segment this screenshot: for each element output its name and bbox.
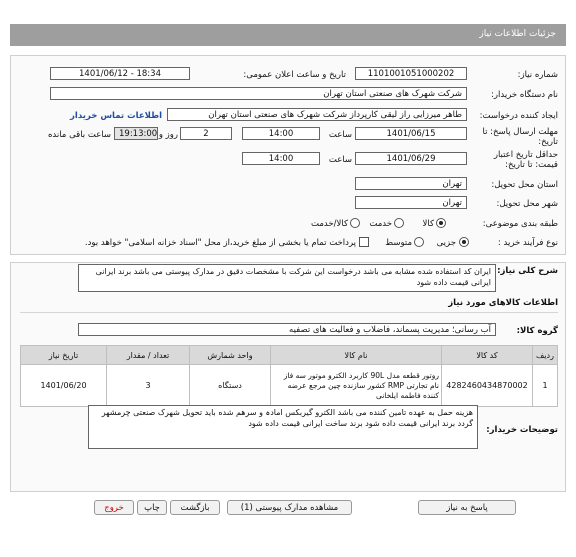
category-radio-service[interactable] (394, 218, 404, 229)
cell-code: 4282460434870002 (442, 365, 533, 407)
checkbox-icon (359, 237, 369, 247)
city-field[interactable]: تهران (355, 196, 467, 209)
group-label: گروه کالا: (516, 326, 558, 336)
radio-selected-icon (459, 237, 469, 247)
radio-empty-icon (350, 218, 360, 228)
need-number-field[interactable]: 1101001051000202 (355, 67, 467, 80)
cell-name: روتور قطعه مدل 90L کاربرد الکترو موتور سه فاز نام تجارتی RMP کشور سازنده چین مرجع عرضه کننده فاطمه ایلخانی (271, 365, 442, 407)
print-button[interactable]: چاپ (137, 500, 167, 515)
table-row[interactable] (21, 365, 558, 407)
col-row: ردیف (533, 346, 558, 365)
radio-empty-icon (394, 218, 404, 228)
validity-label-date: قیمت: تا تاریخ: (505, 160, 558, 170)
col-unit: واحد شمارش (190, 346, 271, 365)
goods-info-title: اطلاعات کالاهای مورد نیاز (448, 298, 558, 308)
treasury-checkbox[interactable] (359, 237, 369, 248)
process-option-medium: متوسط (385, 238, 412, 248)
province-label: استان محل تحویل: (491, 180, 558, 190)
category-option-goods: کالا (422, 219, 434, 229)
divider (20, 312, 558, 313)
cell-date: 1401/06/20 (21, 365, 107, 407)
process-radio-medium[interactable] (414, 237, 424, 248)
city-label: شهر محل تحویل: (496, 199, 558, 209)
province-field[interactable]: تهران (355, 177, 467, 190)
page-title-bar (10, 24, 566, 46)
col-date: تاریخ نیاز (21, 346, 107, 365)
deadline-label-date: تاریخ: (538, 137, 558, 147)
validity-time-field[interactable]: 14:00 (242, 152, 320, 165)
remaining-label: ساعت باقی مانده (47, 130, 111, 140)
group-field[interactable]: آب رسانی؛ مدیریت پسماند، فاضلاب و فعالیت های تصفیه (78, 323, 496, 336)
need-number-label: شماره نیاز: (517, 70, 558, 80)
contact-info-link[interactable]: اطلاعات تماس خریدار (70, 111, 162, 121)
general-desc-field[interactable]: ایران کد استفاده شده مشابه می باشد درخواست این شرکت با مشخصات دقیق در مدارک پیوستی می باشد برند ایرانی ایرانی قیمت داده شود (78, 264, 496, 292)
days-label: روز و (158, 130, 178, 140)
category-radio-both[interactable] (350, 218, 360, 229)
category-option-service: خدمت (369, 219, 392, 229)
remaining-days-field[interactable]: 2 (180, 127, 232, 140)
cell-unit: دستگاه (190, 365, 271, 407)
remaining-time-field[interactable]: 19:13:00 (114, 127, 158, 140)
announce-field[interactable]: 1401/06/12 - 18:34 (50, 67, 190, 80)
cell-row: 1 (533, 365, 558, 407)
deadline-time-label: ساعت (328, 130, 352, 140)
reply-button[interactable]: پاسخ به نیاز (418, 500, 516, 515)
requester-label: ایجاد کننده درخواست: (479, 111, 558, 121)
goods-table (20, 345, 558, 407)
validity-time-label: ساعت (328, 155, 352, 165)
radio-selected-icon (436, 218, 446, 228)
general-desc-label: شرح کلی نیاز: (497, 266, 558, 276)
deadline-time-field[interactable]: 14:00 (242, 127, 320, 140)
process-label: نوع فرآیند خرید : (497, 238, 558, 248)
page-title: جزئیات اطلاعات نیاز (479, 29, 556, 39)
col-code: کد کالا (442, 346, 533, 365)
validity-label: حداقل تاریخ اعتبار (493, 150, 558, 160)
requester-field[interactable]: طاهر میرزایی راز لیقی کارپرداز شرکت شهرک های صنعتی استان تهران (167, 108, 467, 121)
category-radio-goods[interactable] (436, 218, 446, 229)
attachments-button[interactable]: مشاهده مدارک پیوستی (1) (227, 500, 352, 515)
category-label: طبقه بندی موضوعی: (482, 219, 558, 229)
radio-empty-icon (414, 237, 424, 247)
announce-label: تاریخ و ساعت اعلان عمومی: (243, 70, 346, 80)
exit-button[interactable]: خروج (94, 500, 134, 515)
col-qty: تعداد / مقدار (107, 346, 190, 365)
back-button[interactable]: بازگشت (170, 500, 220, 515)
col-name: نام کالا (271, 346, 442, 365)
validity-date-field[interactable]: 1401/06/29 (355, 152, 467, 165)
buyer-notes-field[interactable]: هزینه حمل به عهده تامین کننده می باشد الکترو گیربکس امادہ و سرهم شده باید تحویل شهرک صنعتی چرمشهر گردد برند ایرانی قیمت داده شود برند ساخت ایرانی قیمت داده شود (88, 405, 478, 449)
buyer-notes-label: توضیحات خریدار: (486, 425, 558, 435)
cell-qty: 3 (107, 365, 190, 407)
category-option-both: کالا/خدمت (311, 219, 348, 229)
deadline-label: مهلت ارسال پاسخ: تا (482, 127, 558, 137)
payment-note: پرداخت تمام یا بخشی از مبلغ خرید،از محل "اسناد خزانه اسلامی" خواهد بود. (84, 238, 356, 248)
deadline-date-field[interactable]: 1401/06/15 (355, 127, 467, 140)
buyer-org-field[interactable]: شرکت شهرک های صنعتی استان تهران (50, 87, 467, 100)
process-option-minor: جزیی (436, 238, 456, 248)
process-radio-minor[interactable] (459, 237, 469, 248)
buyer-org-label: نام دستگاه خریدار: (491, 90, 558, 100)
